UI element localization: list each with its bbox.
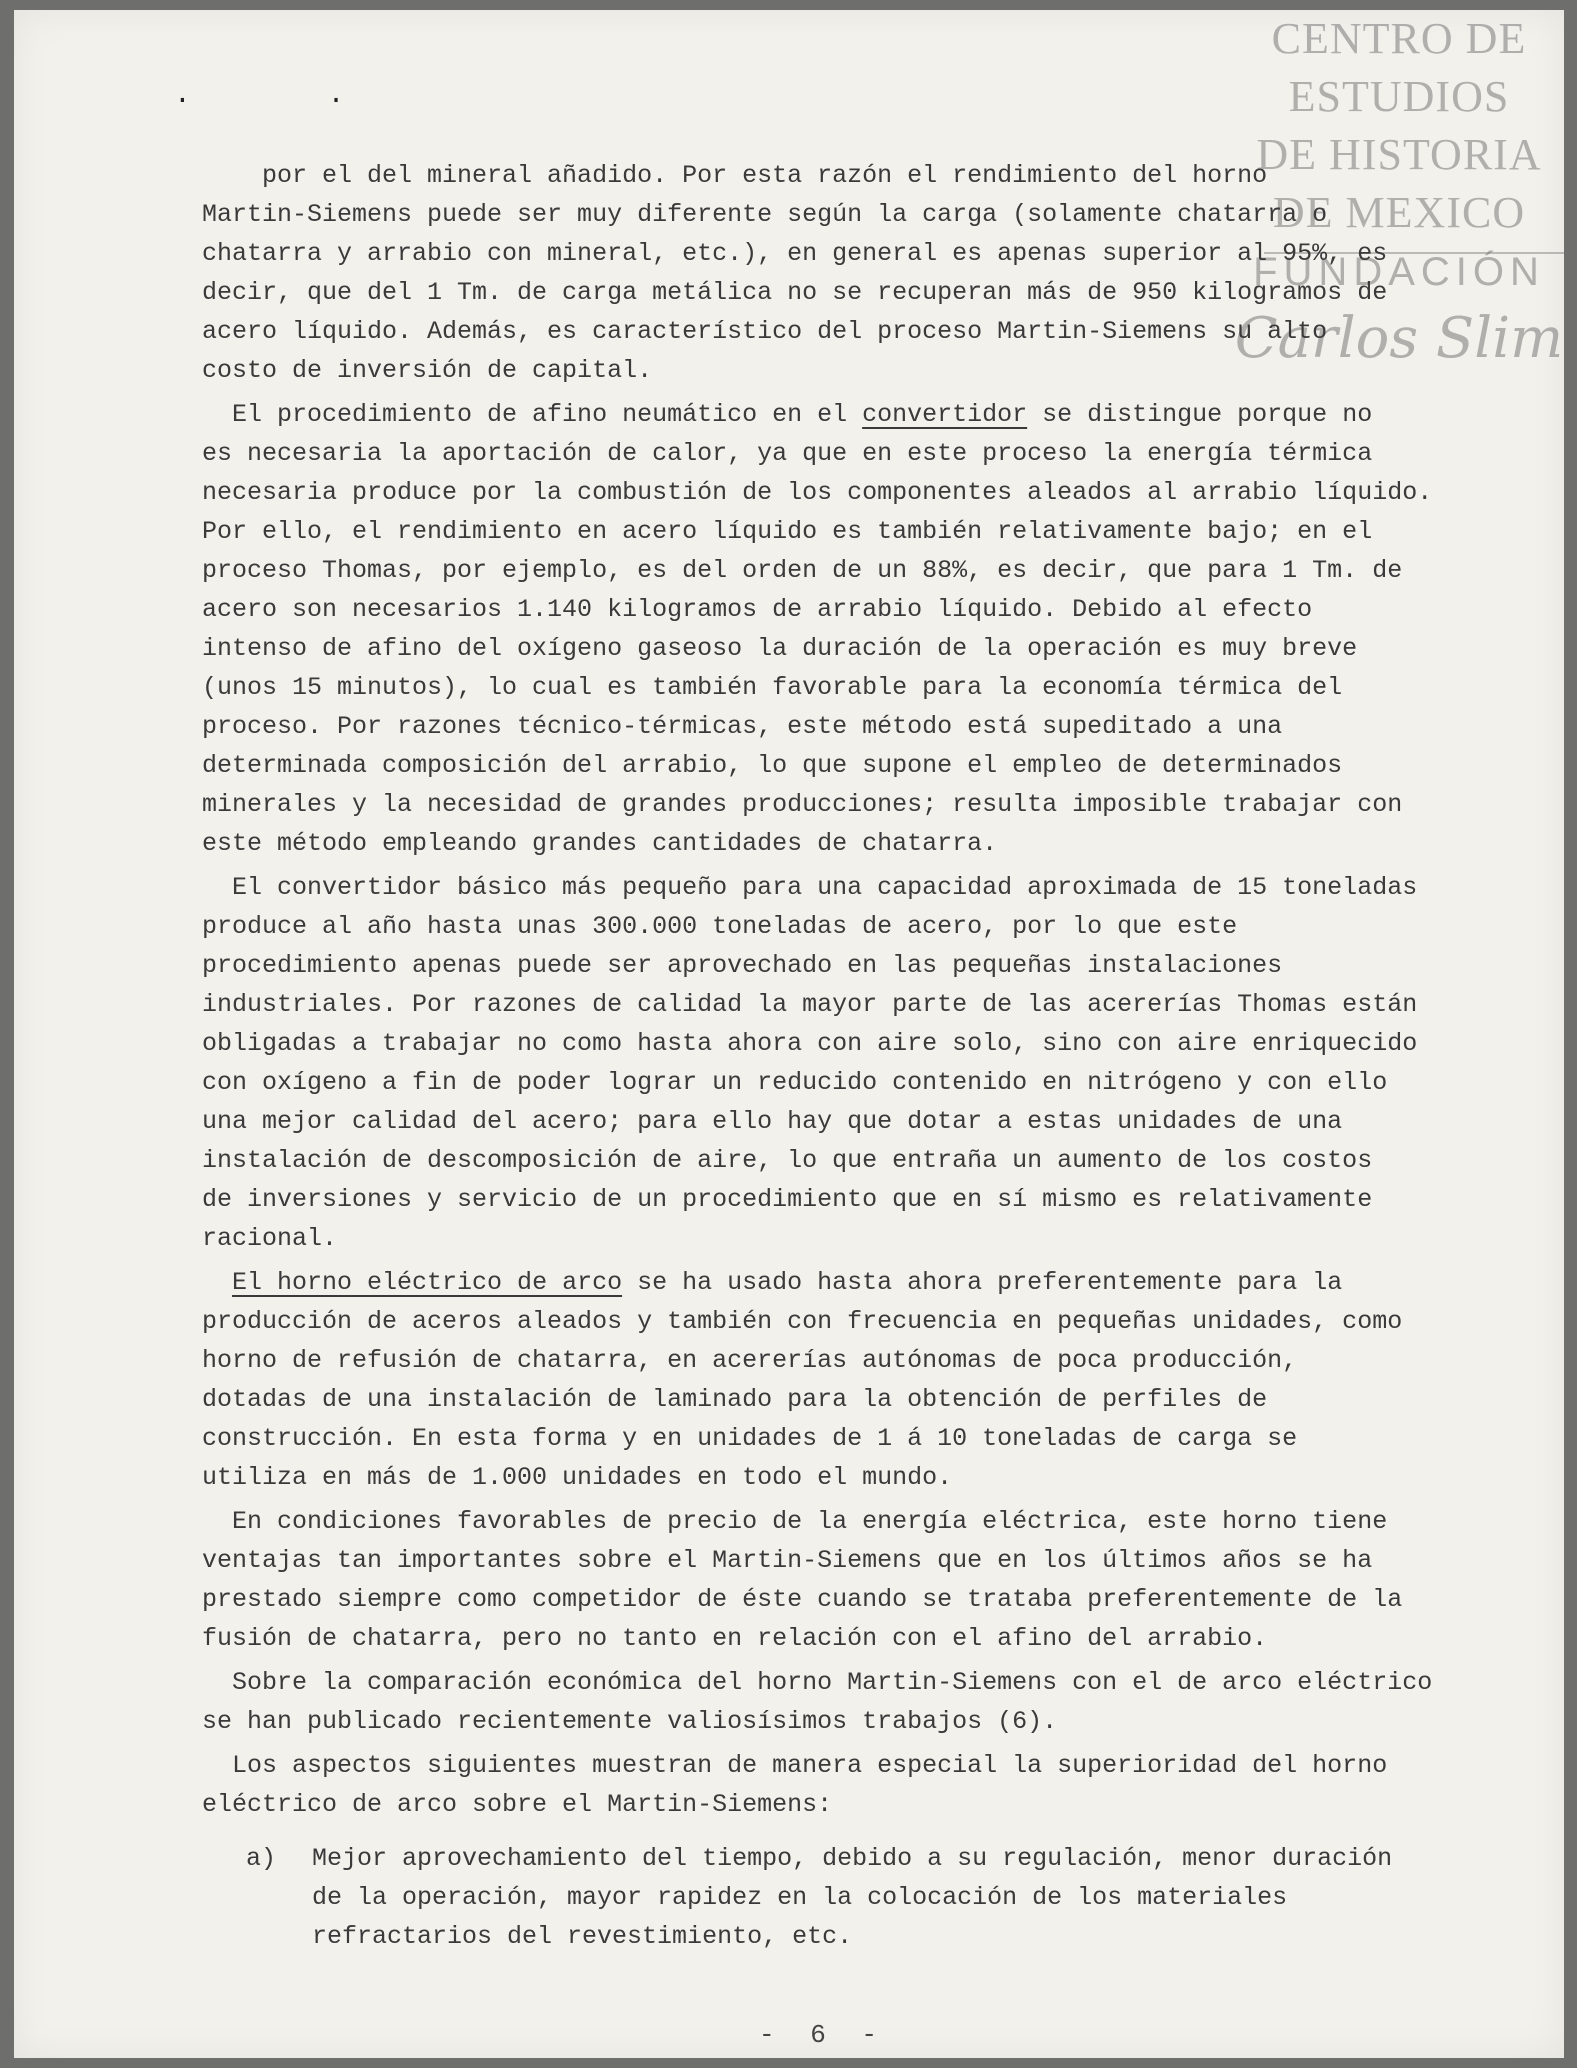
watermark-line-1: CENTRO DE: [1271, 14, 1527, 63]
text-line: horno de refusión de chatarra, en acererías autónomas de poca producción,: [202, 1346, 1298, 1375]
text-line: proceso Thomas, por ejemplo, es del orden de un 88%, es decir, que para 1 Tm. de: [202, 556, 1403, 585]
paragraph-2: [202, 395, 1502, 863]
text-line: es necesaria la aportación de calor, ya que en este proceso la energía térmica: [202, 439, 1373, 468]
text-line: prestado siempre como competidor de éste cuando se trataba preferentemente de la: [202, 1585, 1403, 1614]
paragraph-7: [202, 1746, 1502, 1824]
text-line: dotadas de una instalación de laminado para la obtención de perfiles de: [202, 1385, 1268, 1414]
text-line: industriales. Por razones de calidad la mayor parte de las acererías Thomas están: [202, 990, 1418, 1019]
text-line: intenso de afino del oxígeno gaseoso la duración de la operación es muy breve: [202, 634, 1358, 663]
text-line: El convertidor básico más pequeño para una capacidad aproximada de 15 toneladas: [202, 873, 1418, 902]
document-body: [202, 156, 1502, 1956]
text-line: este método empleando grandes cantidades de chatarra.: [202, 829, 998, 858]
watermark-line-2: ESTUDIOS: [1288, 72, 1510, 121]
text-line: racional.: [202, 1224, 338, 1253]
text-line: una mejor calidad del acero; para ello hay que dotar a estas unidades de una: [202, 1107, 1343, 1136]
text-line: Por ello, el rendimiento en acero líquido es también relativamente bajo; en el: [202, 517, 1373, 546]
text-line: se han publicado recientemente valiosísimos trabajos (6).: [202, 1707, 1058, 1736]
watermark-line-3: DE HISTORIA: [1256, 130, 1542, 179]
list-item-label: a): [246, 1844, 277, 1873]
text-line: eléctrico de arco sobre el Martin-Siemens:: [202, 1790, 833, 1819]
page-number: - 6 -: [759, 2020, 888, 2050]
paragraph-5: [202, 1502, 1502, 1658]
paragraph-1: [202, 156, 1502, 390]
text-line: minerales y la necesidad de grandes producciones; resulta imposible trabajar con: [202, 790, 1403, 819]
text-line: fusión de chatarra, pero no tanto en relación con el afino del arrabio.: [202, 1624, 1268, 1653]
text-line: El horno eléctrico de arco se ha usado hasta ahora preferentemente para la: [232, 1268, 1343, 1297]
paragraphs: [202, 156, 1502, 1829]
text-line: produce al año hasta unas 300.000 toneladas de acero, por lo que este: [202, 912, 1238, 941]
text-line: Los aspectos siguientes muestran de manera especial la superioridad del horno: [202, 1751, 1388, 1780]
text-line: con oxígeno a fin de poder lograr un reducido contenido en nitrógeno y con ello: [202, 1068, 1388, 1097]
watermark-line-4: DE MEXICO: [1272, 188, 1526, 237]
text-line: procedimiento apenas puede ser aprovechado en las pequeñas instalaciones: [202, 951, 1283, 980]
text-line: producción de aceros aleados y también con frecuencia en pequeñas unidades, como: [202, 1307, 1403, 1336]
list-item-line: de la operación, mayor rapidez en la colocación de los materiales: [312, 1883, 1288, 1912]
text-line: costo de inversión de capital.: [202, 356, 653, 385]
text-line: acero son necesarios 1.140 kilogramos de arrabio líquido. Debido al efecto: [202, 595, 1313, 624]
text-line: necesaria produce por la combustión de los componentes aleados al arrabio líquido.: [202, 478, 1433, 507]
list-item-text: [312, 1839, 1502, 1956]
text-line: (unos 15 minutos), lo cual es también favorable para la economía térmica del: [202, 673, 1343, 702]
text-line: instalación de descomposición de aire, lo que entraña un aumento de los costos: [202, 1146, 1373, 1175]
text-line: construcción. En esta forma y en unidades de 1 á 10 toneladas de carga se: [202, 1424, 1298, 1453]
list-item-line: Mejor aprovechamiento del tiempo, debido a su regulación, menor duración: [312, 1844, 1393, 1873]
underlined-term: convertidor: [862, 400, 1028, 429]
text-line: proceso. Por razones técnico-térmicas, este método está supeditado a una: [202, 712, 1283, 741]
paragraph-6: [202, 1663, 1502, 1741]
watermark-signature: Carlos Slim: [1234, 306, 1564, 371]
document-page: [14, 10, 1564, 2058]
text-line: Martin-Siemens puede ser muy diferente según la carga (solamente chatarra o: [202, 200, 1328, 229]
text-line: chatarra y arrabio con mineral, etc.), en general es apenas superior al 95%, es: [202, 239, 1388, 268]
list-item-a: [202, 1839, 1502, 1956]
text-line: En condiciones favorables de precio de la energía eléctrica, este horno tiene: [202, 1507, 1388, 1536]
text-line: decir, que del 1 Tm. de carga metálica no se recuperan más de 950 kilogramos de: [202, 278, 1388, 307]
header-marks: . .: [174, 80, 405, 111]
text-line: El procedimiento de afino neumático en el convertidor se distingue porque no: [202, 400, 1373, 429]
paragraph-3: [202, 868, 1502, 1258]
paragraph-4: [202, 1263, 1502, 1497]
list-item-line: refractarios del revestimiento, etc.: [312, 1922, 853, 1951]
text-line: determinada composición del arrabio, lo que supone el empleo de determinados: [202, 751, 1343, 780]
text-line: por el del mineral añadido. Por esta razón el rendimiento del horno: [202, 161, 1268, 190]
watermark-fundacion: FUNDACIÓN: [1253, 250, 1545, 294]
text-line: de inversiones y servicio de un procedimiento que en sí mismo es relativamente: [202, 1185, 1373, 1214]
text-line: Sobre la comparación económica del horno Martin-Siemens con el de arco eléctrico: [202, 1668, 1433, 1697]
underlined-term: El horno eléctrico de arco: [232, 1268, 623, 1297]
text-line: utiliza en más de 1.000 unidades en todo el mundo.: [202, 1463, 953, 1492]
text-line: obligadas a trabajar no como hasta ahora con aire solo, sino con aire enriquecido: [202, 1029, 1418, 1058]
text-line: ventajas tan importantes sobre el Martin-Siemens que en los últimos años se ha: [202, 1546, 1373, 1575]
text-line: acero líquido. Además, es característico del proceso Martin-Siemens su alto: [202, 317, 1328, 346]
